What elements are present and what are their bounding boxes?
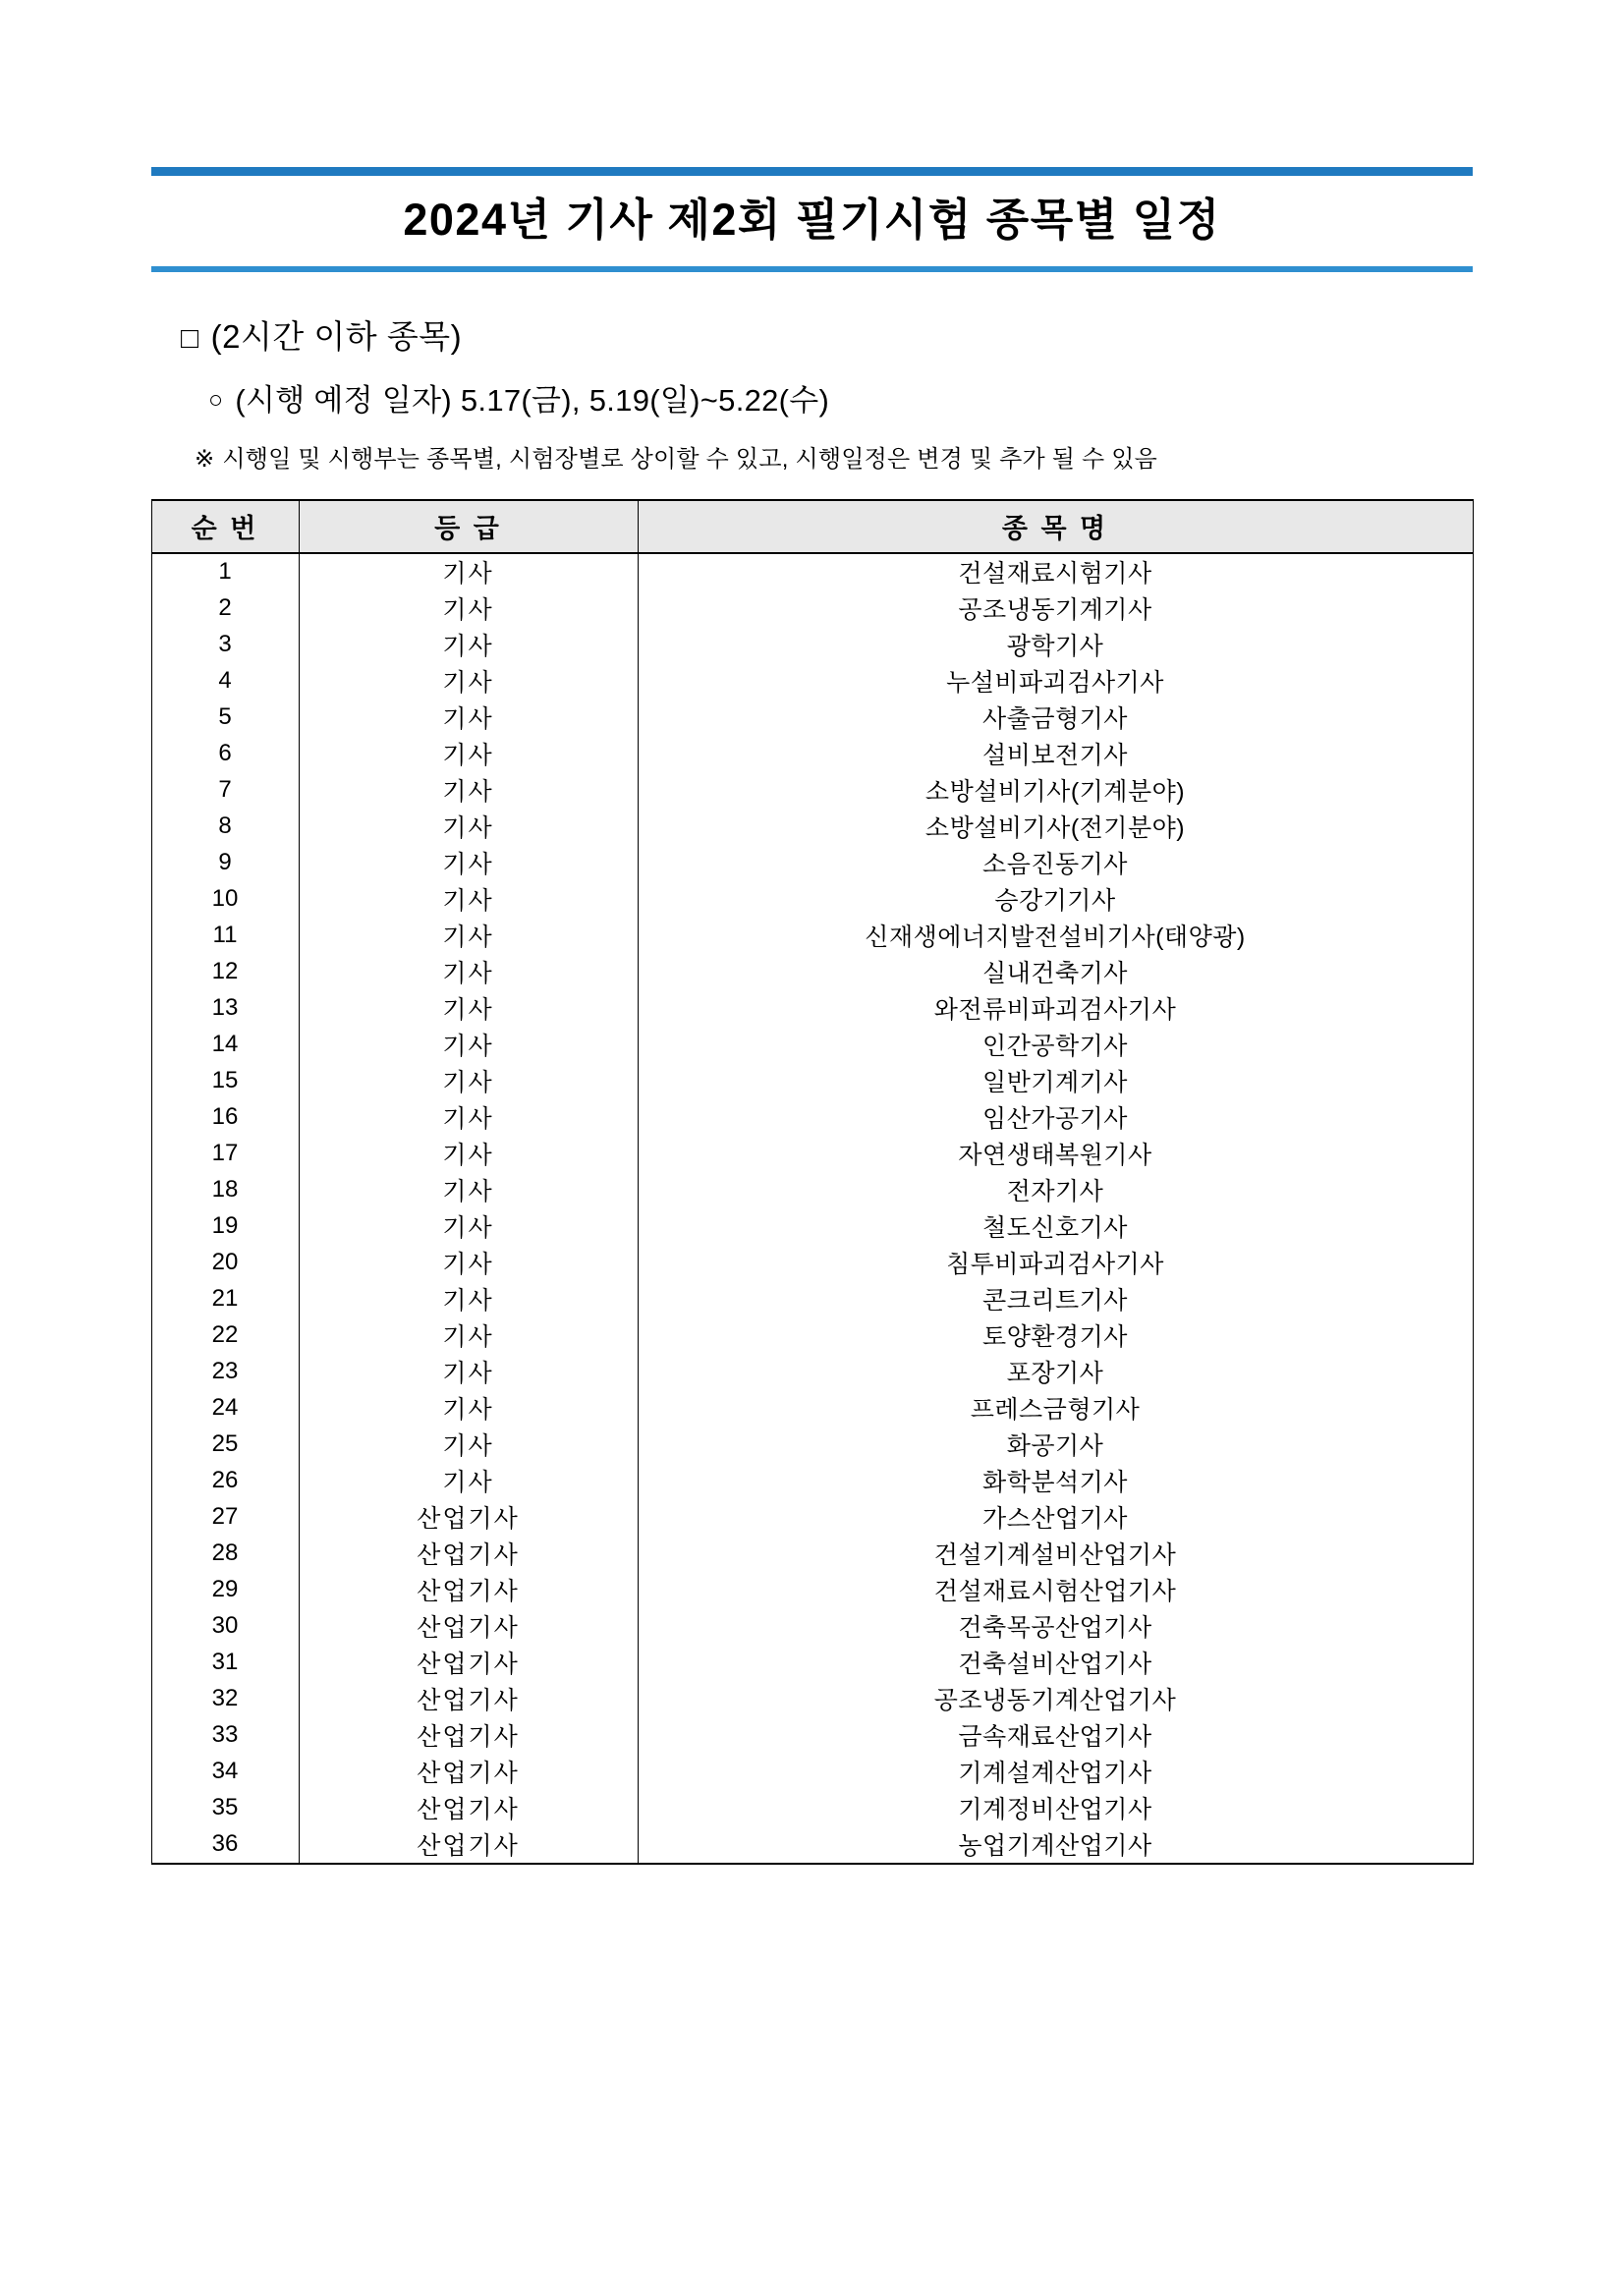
page-title: 2024년 기사 제2회 필기시험 종목별 일정 xyxy=(403,195,1221,245)
cell-subject: 기계정비산업기사 xyxy=(638,1790,1473,1826)
cell-seq: 19 xyxy=(151,1208,299,1245)
circle-bullet-icon: ○ xyxy=(208,385,224,414)
footnote-text: 시행일 및 시행부는 종목별, 시험장별로 상이할 수 있고, 시행일정은 변경 및 추가 될 수 있음 xyxy=(222,445,1158,473)
table-row xyxy=(151,881,1473,918)
cell-seq: 3 xyxy=(151,627,299,663)
cell-seq: 7 xyxy=(151,772,299,809)
cell-seq: 16 xyxy=(151,1099,299,1136)
cell-subject: 광학기사 xyxy=(638,627,1473,663)
cell-subject: 설비보전기사 xyxy=(638,736,1473,772)
table-row xyxy=(151,1536,1473,1572)
cell-grade: 기사 xyxy=(299,918,638,954)
cell-seq: 31 xyxy=(151,1645,299,1681)
cell-grade: 기사 xyxy=(299,1099,638,1136)
reference-mark-icon: ※ xyxy=(195,445,215,473)
cell-subject: 콘크리트기사 xyxy=(638,1281,1473,1317)
table-row xyxy=(151,809,1473,845)
table-row xyxy=(151,736,1473,772)
cell-seq: 8 xyxy=(151,809,299,845)
cell-grade: 기사 xyxy=(299,881,638,918)
intro-section xyxy=(147,311,1477,474)
cell-seq: 10 xyxy=(151,881,299,918)
table-row xyxy=(151,1717,1473,1754)
cell-grade: 기사 xyxy=(299,1427,638,1463)
cell-grade: 기사 xyxy=(299,1172,638,1208)
cell-seq: 25 xyxy=(151,1427,299,1463)
cell-seq: 4 xyxy=(151,663,299,700)
cell-seq: 18 xyxy=(151,1172,299,1208)
cell-subject: 침투비파괴검사기사 xyxy=(638,1245,1473,1281)
cell-grade: 기사 xyxy=(299,1317,638,1354)
cell-seq: 29 xyxy=(151,1572,299,1608)
footnote-line xyxy=(181,439,1477,474)
cell-subject: 실내건축기사 xyxy=(638,954,1473,990)
table-row xyxy=(151,1317,1473,1354)
cell-subject: 금속재료산업기사 xyxy=(638,1717,1473,1754)
cell-seq: 5 xyxy=(151,700,299,736)
table-row xyxy=(151,1427,1473,1463)
cell-subject: 건설재료시험산업기사 xyxy=(638,1572,1473,1608)
cell-grade: 기사 xyxy=(299,954,638,990)
cell-subject: 임산가공기사 xyxy=(638,1099,1473,1136)
cell-subject: 승강기기사 xyxy=(638,881,1473,918)
cell-seq: 28 xyxy=(151,1536,299,1572)
cell-seq: 20 xyxy=(151,1245,299,1281)
cell-subject: 공조냉동기계기사 xyxy=(638,590,1473,627)
table-row xyxy=(151,627,1473,663)
table-row xyxy=(151,1136,1473,1172)
cell-seq: 33 xyxy=(151,1717,299,1754)
title-rule-bottom xyxy=(151,266,1473,272)
cell-grade: 기사 xyxy=(299,736,638,772)
cell-grade: 산업기사 xyxy=(299,1681,638,1717)
cell-subject: 화공기사 xyxy=(638,1427,1473,1463)
cell-grade: 기사 xyxy=(299,845,638,881)
cell-subject: 자연생태복원기사 xyxy=(638,1136,1473,1172)
table-header xyxy=(151,500,1473,553)
table-row xyxy=(151,1208,1473,1245)
cell-seq: 9 xyxy=(151,845,299,881)
cell-subject: 농업기계산업기사 xyxy=(638,1826,1473,1864)
cell-subject: 소방설비기사(기계분야) xyxy=(638,772,1473,809)
cell-grade: 산업기사 xyxy=(299,1645,638,1681)
cell-subject: 누설비파괴검사기사 xyxy=(638,663,1473,700)
cell-seq: 11 xyxy=(151,918,299,954)
table-row xyxy=(151,954,1473,990)
cell-subject: 기계설계산업기사 xyxy=(638,1754,1473,1790)
table-row xyxy=(151,1790,1473,1826)
table-row xyxy=(151,1463,1473,1499)
cell-subject: 화학분석기사 xyxy=(638,1463,1473,1499)
cell-seq: 23 xyxy=(151,1354,299,1390)
section-heading-label: (2시간 이하 종목) xyxy=(210,317,463,355)
cell-subject: 신재생에너지발전설비기사(태양광) xyxy=(638,918,1473,954)
cell-subject: 인간공학기사 xyxy=(638,1027,1473,1063)
cell-subject: 철도신호기사 xyxy=(638,1208,1473,1245)
cell-subject: 소음진동기사 xyxy=(638,845,1473,881)
cell-grade: 기사 xyxy=(299,990,638,1027)
schedule-table xyxy=(151,499,1474,1865)
cell-seq: 24 xyxy=(151,1390,299,1427)
table-row xyxy=(151,772,1473,809)
cell-grade: 산업기사 xyxy=(299,1608,638,1645)
cell-grade: 기사 xyxy=(299,1463,638,1499)
cell-seq: 34 xyxy=(151,1754,299,1790)
table-header-row xyxy=(151,500,1473,553)
column-header-grade: 등 급 xyxy=(299,500,638,553)
cell-subject: 와전류비파괴검사기사 xyxy=(638,990,1473,1027)
table-row xyxy=(151,990,1473,1027)
cell-grade: 산업기사 xyxy=(299,1754,638,1790)
table-row xyxy=(151,1027,1473,1063)
cell-seq: 26 xyxy=(151,1463,299,1499)
cell-seq: 12 xyxy=(151,954,299,990)
cell-subject: 전자기사 xyxy=(638,1172,1473,1208)
cell-grade: 산업기사 xyxy=(299,1717,638,1754)
cell-subject: 건축설비산업기사 xyxy=(638,1645,1473,1681)
cell-grade: 산업기사 xyxy=(299,1826,638,1864)
cell-grade: 기사 xyxy=(299,1027,638,1063)
table-row xyxy=(151,1281,1473,1317)
table-row xyxy=(151,1245,1473,1281)
title-rule-top xyxy=(151,167,1473,176)
cell-grade: 산업기사 xyxy=(299,1790,638,1826)
schedule-date-line xyxy=(181,375,1477,420)
cell-subject: 공조냉동기계산업기사 xyxy=(638,1681,1473,1717)
table-row xyxy=(151,663,1473,700)
cell-subject: 가스산업기사 xyxy=(638,1499,1473,1536)
cell-grade: 기사 xyxy=(299,1208,638,1245)
cell-seq: 27 xyxy=(151,1499,299,1536)
cell-grade: 산업기사 xyxy=(299,1536,638,1572)
table-row xyxy=(151,1572,1473,1608)
cell-grade: 기사 xyxy=(299,1281,638,1317)
cell-grade: 기사 xyxy=(299,590,638,627)
table-row xyxy=(151,1172,1473,1208)
cell-seq: 6 xyxy=(151,736,299,772)
cell-subject: 소방설비기사(전기분야) xyxy=(638,809,1473,845)
cell-grade: 산업기사 xyxy=(299,1572,638,1608)
cell-seq: 13 xyxy=(151,990,299,1027)
cell-subject: 프레스금형기사 xyxy=(638,1390,1473,1427)
table-row xyxy=(151,590,1473,627)
cell-seq: 21 xyxy=(151,1281,299,1317)
table-row xyxy=(151,1354,1473,1390)
cell-grade: 기사 xyxy=(299,1063,638,1099)
cell-subject: 포장기사 xyxy=(638,1354,1473,1390)
cell-seq: 14 xyxy=(151,1027,299,1063)
table-row xyxy=(151,1754,1473,1790)
table-row xyxy=(151,1099,1473,1136)
table-row xyxy=(151,1608,1473,1645)
cell-seq: 32 xyxy=(151,1681,299,1717)
cell-grade: 기사 xyxy=(299,1245,638,1281)
cell-grade: 기사 xyxy=(299,772,638,809)
table-row xyxy=(151,1499,1473,1536)
cell-grade: 기사 xyxy=(299,1354,638,1390)
schedule-date-label: (시행 예정 일자) 5.17(금), 5.19(일)~5.22(수) xyxy=(235,382,830,418)
cell-subject: 토양환경기사 xyxy=(638,1317,1473,1354)
table-row xyxy=(151,1390,1473,1427)
column-header-subject: 종 목 명 xyxy=(638,500,1473,553)
cell-seq: 15 xyxy=(151,1063,299,1099)
cell-seq: 36 xyxy=(151,1826,299,1864)
column-header-seq: 순 번 xyxy=(151,500,299,553)
cell-grade: 기사 xyxy=(299,553,638,590)
cell-subject: 일반기계기사 xyxy=(638,1063,1473,1099)
table-row xyxy=(151,553,1473,590)
table-row xyxy=(151,845,1473,881)
cell-seq: 2 xyxy=(151,590,299,627)
cell-grade: 기사 xyxy=(299,1390,638,1427)
cell-subject: 건설기계설비산업기사 xyxy=(638,1536,1473,1572)
table-body xyxy=(151,553,1473,1864)
table-row xyxy=(151,1645,1473,1681)
cell-subject: 사출금형기사 xyxy=(638,700,1473,736)
cell-grade: 기사 xyxy=(299,627,638,663)
table-row xyxy=(151,700,1473,736)
cell-grade: 기사 xyxy=(299,663,638,700)
cell-seq: 35 xyxy=(151,1790,299,1826)
cell-seq: 1 xyxy=(151,553,299,590)
cell-grade: 산업기사 xyxy=(299,1499,638,1536)
table-row xyxy=(151,1063,1473,1099)
cell-subject: 건설재료시험기사 xyxy=(638,553,1473,590)
cell-grade: 기사 xyxy=(299,1136,638,1172)
title-block xyxy=(151,167,1473,272)
cell-seq: 30 xyxy=(151,1608,299,1645)
cell-seq: 17 xyxy=(151,1136,299,1172)
section-heading xyxy=(181,311,1477,358)
cell-subject: 건축목공산업기사 xyxy=(638,1608,1473,1645)
cell-grade: 기사 xyxy=(299,809,638,845)
cell-seq: 22 xyxy=(151,1317,299,1354)
table-row xyxy=(151,1826,1473,1864)
table-row xyxy=(151,1681,1473,1717)
table-row xyxy=(151,918,1473,954)
square-bullet-icon: □ xyxy=(181,321,199,355)
cell-grade: 기사 xyxy=(299,700,638,736)
